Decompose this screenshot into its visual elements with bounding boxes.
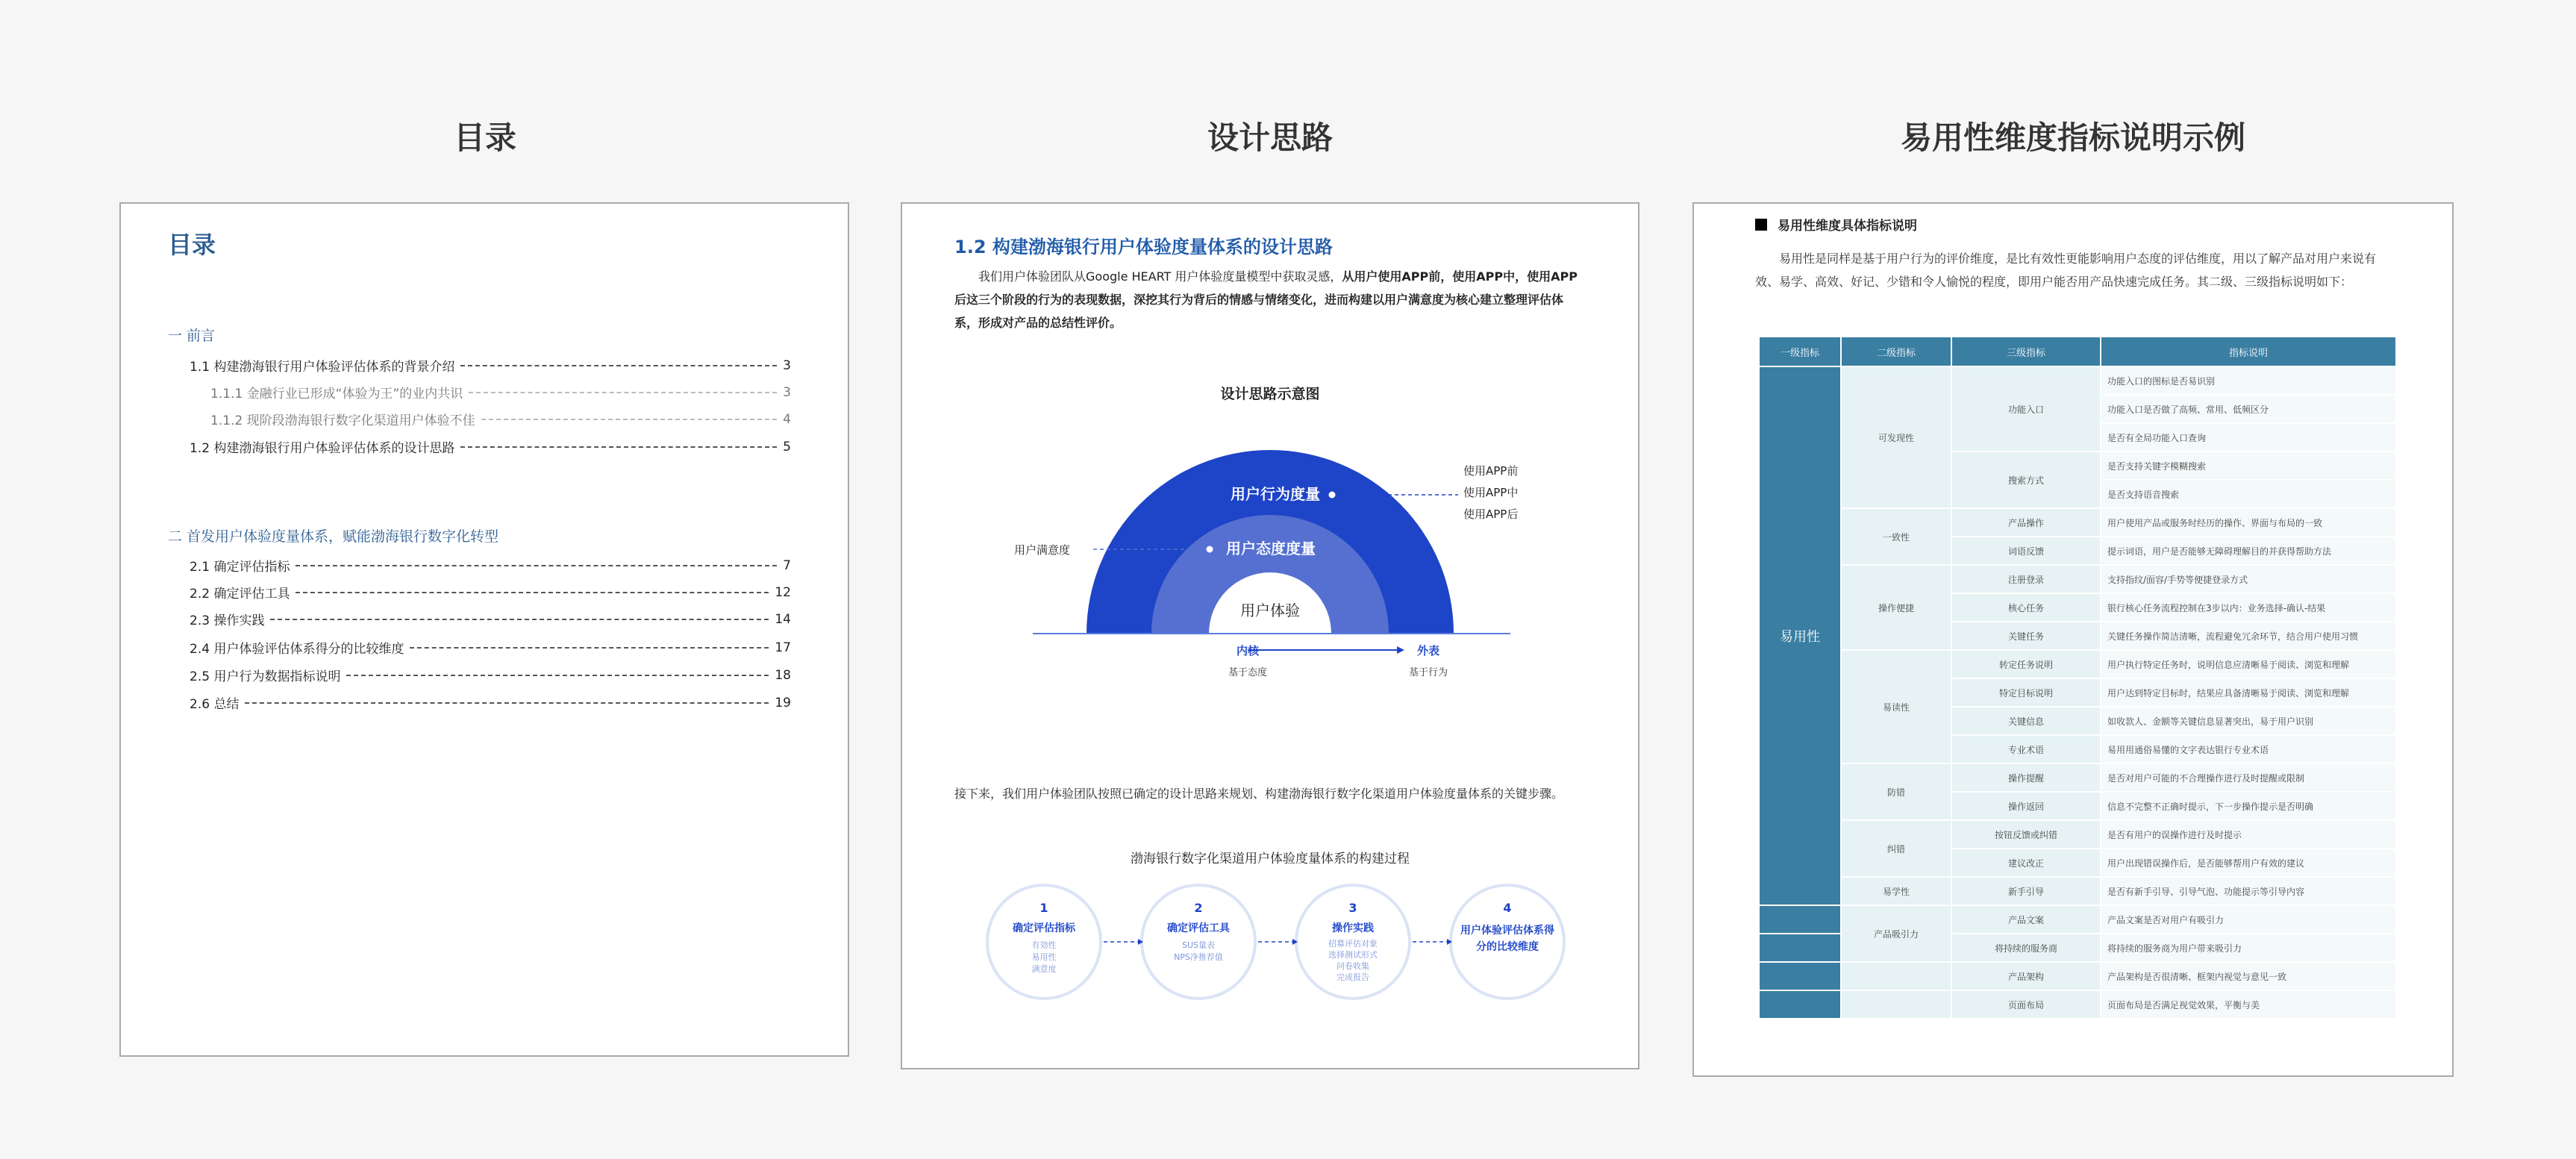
step-title: 确定评估工具 [1167, 922, 1230, 934]
level1-cell [1759, 962, 1841, 990]
toc-entry-text: 1.2 构建渤海银行用户体验评估体系的设计思路 [190, 441, 455, 456]
behavior-label: 用户行为度量 [1231, 485, 1320, 503]
table-row [1759, 565, 2396, 593]
design-heading: 1.2 构建渤海银行用户体验度量体系的设计思路 [954, 237, 1333, 257]
toc-entry-page: 18 [775, 667, 791, 683]
level2-cell: 易学性 [1841, 877, 1951, 905]
desc-cell: 产品架构是否很清晰、框架内视觉与意见一致 [2101, 962, 2396, 990]
desc-cell: 提示词语，用户是否能够无障碍理解目的并获得帮助方法 [2101, 537, 2396, 565]
toc-entry-text: 2.2 确定评估工具 [190, 587, 290, 602]
desc-cell: 是否有用户的误操作进行及时提示 [2101, 820, 2396, 849]
experience-label: 用户体验 [1240, 602, 1300, 619]
desc-cell: 如收款人、金额等关键信息显著突出，易于用户识别 [2101, 707, 2396, 735]
desc-cell: 易用用通俗易懂的文字表达银行专业术语 [2101, 735, 2396, 763]
level3-cell: 功能入口 [1951, 366, 2101, 452]
level3-cell: 产品架构 [1951, 962, 2101, 990]
toc-leader [460, 365, 777, 366]
level3-cell: 关键信息 [1951, 707, 2101, 735]
desc-cell: 将持续的服务商为用户带来吸引力 [2101, 934, 2396, 962]
toc-entry-page: 17 [775, 640, 791, 655]
step-sub: 满意度 [1031, 964, 1057, 974]
level3-cell: 专业术语 [1951, 735, 2101, 763]
toc-leader [245, 702, 769, 704]
level3-cell: 转定任务说明 [1951, 650, 2101, 678]
toc-entry-page: 7 [783, 557, 791, 573]
table-row [1759, 962, 2396, 990]
toc-entry-page: 14 [775, 611, 791, 627]
step-sub: 完成报告 [1337, 972, 1369, 982]
outer-axis-label: 外表 [1416, 644, 1440, 657]
satisfaction-label: 用户满意度 [1014, 543, 1071, 557]
diagram2-title: 渤海银行数字化渠道用户体验度量体系的构建过程 [1131, 852, 1410, 866]
level2-cell: 产品吸引力 [1841, 905, 1951, 962]
behavior-marker [1328, 490, 1337, 499]
step-sub: NPS净推荐值 [1174, 952, 1223, 962]
attitude-label: 用户态度度量 [1226, 540, 1316, 557]
level3-cell: 词语反馈 [1951, 537, 2101, 565]
toc-entry[interactable] [190, 356, 791, 375]
desc-cell: 关键任务操作简洁清晰，流程避免冗余环节，结合用户使用习惯 [2101, 622, 2396, 650]
toc-entry[interactable] [190, 666, 791, 684]
step-title: 操作实践 [1332, 922, 1374, 934]
step-title: 用户体验评估体系得分的比较维度 [1460, 925, 1554, 953]
step-number: 1 [1040, 901, 1048, 915]
stage-label: 使用APP后 [1463, 507, 1519, 521]
desc-cell: 银行核心任务流程控制在3步以内：业务选择-确认-结果 [2101, 593, 2396, 622]
toc-entry-page: 3 [783, 384, 791, 400]
bullet-square [1755, 219, 1767, 231]
table-row [1759, 763, 2396, 792]
step-title: 确定评估指标 [1013, 922, 1075, 934]
toc-entry-text: 2.6 总结 [190, 697, 240, 712]
toc-entry-text: 2.5 用户行为数据指标说明 [190, 669, 341, 684]
toc-entry-page: 3 [783, 357, 791, 373]
desc-cell: 是否有全局功能入口查询 [2101, 423, 2396, 452]
table-row [1759, 508, 2396, 537]
table-row [1759, 366, 2396, 395]
step-number: 2 [1194, 901, 1203, 915]
toc-leader [481, 419, 778, 420]
design-intro-bold: 从用户使用APP前，使用APP中，使用APP后这三个阶段的行为的表现数据，深挖其行为背后的情感与情绪变化，进而构建以用户满意度为核心建立整理评估体系，形成对产品的总结性评价。 [954, 269, 1578, 330]
table-header-row [1759, 337, 2396, 366]
step-sub: 招募评估对象 [1328, 939, 1378, 949]
desc-cell: 信息不完整不正确时提示，下一步操作提示是否明确 [2101, 792, 2396, 820]
level3-cell: 产品文案 [1951, 905, 2101, 934]
stage-label: 使用APP中 [1463, 486, 1519, 499]
level1-cell [1759, 934, 1841, 962]
toc-entry[interactable] [190, 437, 791, 456]
desc-cell: 用户出现错误操作后，是否能够帮用户有效的建议 [2101, 849, 2396, 877]
desc-cell: 是否支持关键字模糊搜索 [2101, 452, 2396, 480]
toc-leader [346, 675, 769, 676]
toc-leader [410, 647, 769, 649]
level3-cell: 页面布局 [1951, 990, 2101, 1019]
step-sub: SUS量表 [1181, 940, 1216, 950]
toc-entry-page: 19 [775, 695, 791, 710]
toc-group-2[interactable]: 二 首发用户体验度量体系，赋能渤海银行数字化转型 [168, 528, 499, 545]
level3-cell: 按钮反馈或纠错 [1951, 820, 2101, 849]
toc-leader [469, 392, 777, 393]
toc-leader [460, 446, 777, 448]
toc-leader [270, 619, 769, 620]
toc-entry[interactable] [190, 638, 791, 657]
step-number: 3 [1348, 901, 1357, 915]
desc-cell: 产品文案是否对用户有吸引力 [2101, 905, 2396, 934]
level1-cell [1759, 990, 1841, 1019]
toc-entry-page: 4 [783, 411, 791, 427]
table-row [1759, 877, 2396, 905]
level3-cell: 注册登录 [1951, 565, 2101, 593]
level3-cell: 特定目标说明 [1951, 678, 2101, 707]
step-sub: 问卷收集 [1337, 961, 1369, 971]
toc-entry-text: 2.3 操作实践 [190, 613, 265, 628]
level2-cell: 纠错 [1841, 820, 1951, 877]
table-page[interactable] [1692, 202, 2454, 1077]
level1-cell: 易用性 [1759, 366, 1841, 905]
design-page[interactable] [901, 202, 1639, 1069]
toc-entry-text: 2.4 用户体验评估体系得分的比较维度 [190, 642, 404, 657]
level2-cell: 操作便捷 [1841, 565, 1951, 650]
level2-cell [1841, 990, 1951, 1019]
table-section-title: 易用性维度指标说明示例 [1900, 119, 2245, 156]
desc-cell: 功能入口的图标是否易识别 [2101, 366, 2396, 395]
level1-cell [1759, 905, 1841, 934]
header-cell: 三级指标 [1951, 337, 2101, 366]
table-row [1759, 905, 2396, 934]
desc-cell: 用户达到特定目标时，结果应具备清晰易于阅读、浏览和理解 [2101, 678, 2396, 707]
design-section-title: 设计思路 [1207, 119, 1333, 156]
step-sub: 有効性 [1031, 940, 1057, 950]
level3-cell: 关键任务 [1951, 622, 2101, 650]
header-cell: 一级指标 [1759, 337, 1841, 366]
desc-cell: 用户执行特定任务时，说明信息应清晰易于阅读、浏览和理解 [2101, 650, 2396, 678]
toc-entry-text: 1.1 构建渤海银行用户体验评估体系的背景介绍 [190, 360, 455, 375]
level2-cell [1841, 962, 1951, 990]
level3-cell: 建议改正 [1951, 849, 2101, 877]
desc-cell: 页面布局是否满足视觉效果，平衡与美 [2101, 990, 2396, 1019]
step-sub: 选择测试形式 [1328, 950, 1378, 960]
inner-axis-label: 内核 [1236, 644, 1260, 657]
outer-axis-sub: 基于行为 [1408, 667, 1448, 678]
axis-arrowhead [1397, 646, 1404, 654]
level3-cell: 核心任务 [1951, 593, 2101, 622]
level2-cell: 可发现性 [1841, 366, 1951, 508]
desc-cell: 是否对用户可能的不合理操作进行及时提醒或限制 [2101, 763, 2396, 792]
diagram1-title: 设计思路示意图 [1220, 386, 1320, 402]
toc-entry-text: 2.1 确定评估指标 [190, 560, 290, 575]
toc-group-1[interactable]: 一 前言 [168, 328, 216, 344]
toc-entry[interactable] [190, 693, 791, 712]
toc-entry[interactable] [210, 410, 791, 428]
stage-label: 使用APP前 [1463, 464, 1519, 478]
level3-cell: 新手引导 [1951, 877, 2101, 905]
header-cell: 指标说明 [2101, 337, 2396, 366]
design-intro-normal: 我们用户体验团队从Google HEART 用户体验度量模型中获取灵感， [978, 269, 1342, 284]
header-cell: 二级指标 [1841, 337, 1951, 366]
level3-cell: 搜索方式 [1951, 452, 2101, 508]
design-next-paragraph: 接下来，我们用户体验团队按照已确定的设计思路来规划、构建渤海银行数字化渠道用户体验度量体系的关键步骤。 [954, 787, 1564, 801]
toc-entry-page: 5 [783, 439, 791, 454]
toc-page[interactable] [119, 202, 849, 1057]
toc-heading: 目录 [168, 231, 216, 259]
toc-leader [296, 592, 769, 593]
toc-section-title: 目录 [453, 119, 516, 156]
level2-cell: 易读性 [1841, 650, 1951, 763]
level2-cell: 一致性 [1841, 508, 1951, 565]
desc-cell: 是否有新手引导、引导气泡、功能提示等引导内容 [2101, 877, 2396, 905]
desc-cell: 支持指纹/面容/手势等便捷登录方式 [2101, 565, 2396, 593]
table-paragraph: 易用性是同样是基于用户行为的评价维度，是比有效性更能影响用户态度的评估维度，用以了解产品对用户来说有效、易学、高效、好记、少错和令人愉悦的程度，即用户能否用产品快速完成任务。其二级、三级指标说明如下： [1755, 252, 2377, 289]
table-row [1759, 990, 2396, 1019]
level3-cell: 产品操作 [1951, 508, 2101, 537]
toc-entry-text: 1.1.2 现阶段渤海银行数字化渠道用户体验不佳 [210, 413, 475, 428]
table-row [1759, 650, 2396, 678]
toc-entry-page: 12 [775, 584, 791, 600]
table-row [1759, 820, 2396, 849]
toc-leader [296, 565, 777, 566]
level3-cell: 将持续的服务商 [1951, 934, 2101, 962]
desc-cell: 用户使用产品或服务时经历的操作、界面与布局的一致 [2101, 508, 2396, 537]
inner-axis-sub: 基于态度 [1228, 667, 1268, 678]
attitude-marker [1205, 545, 1214, 554]
level2-cell: 防错 [1841, 763, 1951, 820]
desc-cell: 功能入口是否做了高频、常用、低频区分 [2101, 395, 2396, 423]
toc-entry[interactable] [190, 556, 791, 575]
step-sub: 易用性 [1031, 952, 1057, 962]
step-number: 4 [1503, 901, 1512, 915]
indicator-table [1758, 336, 2397, 1019]
level3-cell: 操作提醒 [1951, 763, 2101, 792]
toc-entry[interactable] [190, 610, 791, 628]
toc-entry[interactable] [210, 383, 791, 402]
toc-entry-text: 1.1.1 金融行业已形成“体验为王”的业内共识 [210, 387, 463, 402]
level3-cell: 操作返回 [1951, 792, 2101, 820]
table-heading: 易用性维度具体指标说明 [1778, 219, 1917, 234]
desc-cell: 是否支持语音搜索 [2101, 480, 2396, 508]
toc-entry[interactable] [190, 583, 791, 602]
